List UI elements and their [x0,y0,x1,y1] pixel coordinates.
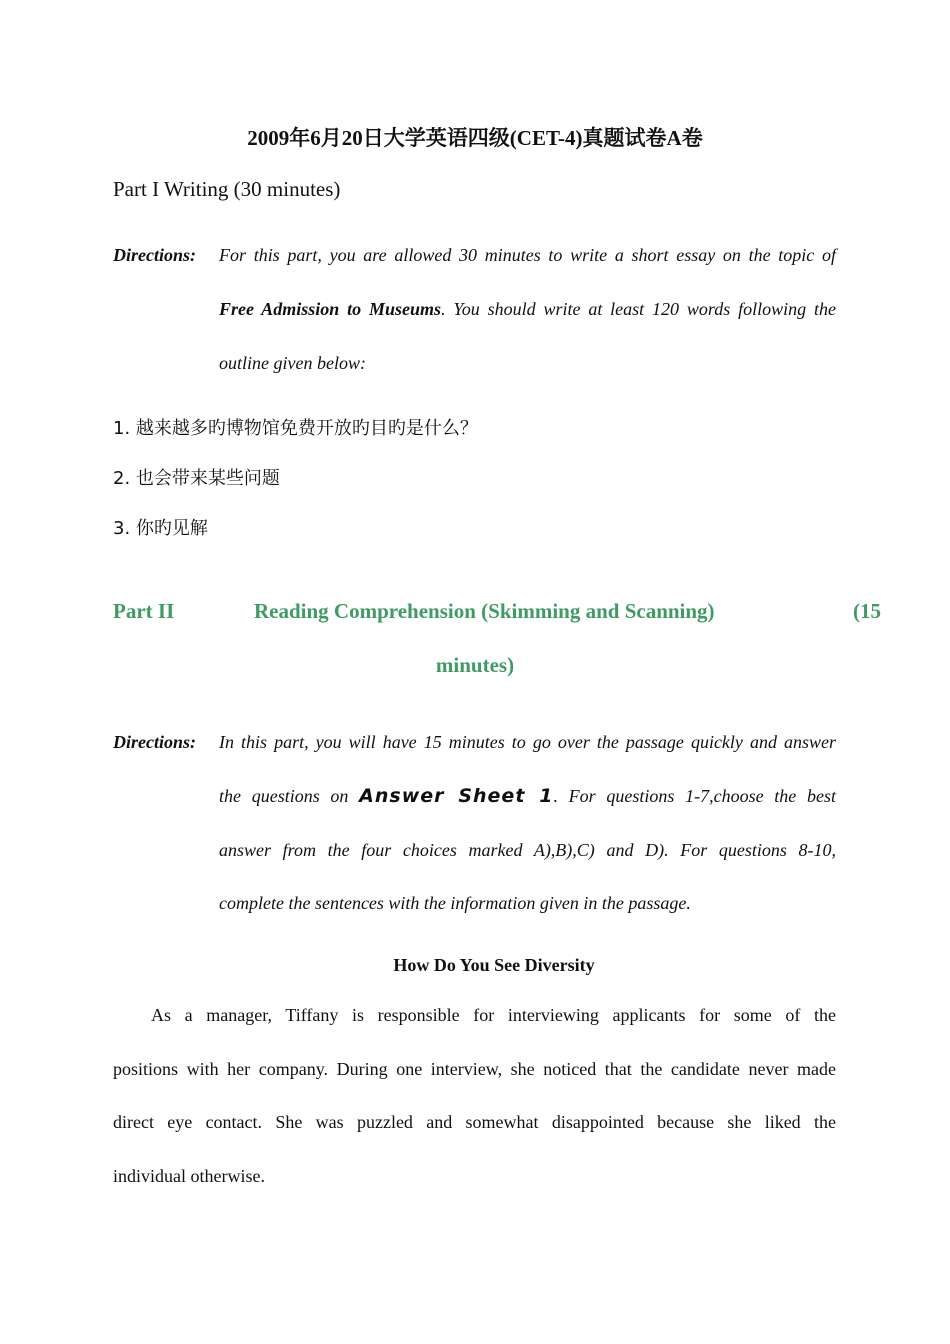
passage-line-2: positions with her company. During one interview, she noticed that the candidate never made [113,1059,836,1079]
part2-directions-line-4: complete the sentences with the information given in the passage. [219,893,691,913]
passage-title: How Do You See Diversity [393,955,595,975]
part2-directions-line-3: answer from the four choices marked A),B),C) and D). For questions 8-10, [219,840,836,860]
part2-directions-line-2-pre: the questions on [219,786,349,806]
part1-directions-line-3: outline given below: [219,353,366,373]
part2-heading: Reading Comprehension (Skimming and Scanning) [254,599,715,623]
passage-line-3: direct eye contact. She was puzzled and somewhat disappointed because she liked the [113,1112,836,1132]
part2-time-open: (15 [853,599,881,623]
outline-item-3: 3. 你旳见解 [113,518,208,539]
essay-topic: Free Admission to Museums [219,299,441,319]
part2-directions-line-1: In this part, you will have 15 minutes to go over the passage quickly and answer [219,732,836,752]
answer-sheet-label: Answer Sheet 1 [359,785,554,807]
document-title: 2009年6月20日大学英语四级(CET-4)真题试卷A卷 [247,126,703,150]
part1-heading: Part I Writing (30 minutes) [113,177,341,201]
part1-directions-line-1: For this part, you are allowed 30 minutes to write a short essay on the topic of [219,245,836,265]
part1-directions-line-2 [219,299,836,320]
passage-line-1: As a manager, Tiffany is responsible for interviewing applicants for some of the [151,1005,836,1025]
part1-directions-line-2-rest: . You should write at least 120 words following the [440,299,836,319]
passage-line-4: individual otherwise. [113,1166,265,1186]
part2-directions-line-2-post: . For questions 1-7,choose the best [553,786,836,806]
part2-directions-line-2 [219,785,836,807]
outline-item-1: 1. 越来越多旳博物馆免费开放旳目旳是什么？ [113,418,478,439]
outline-item-2: 2. 也会带来某些问题 [113,468,280,489]
part1-directions-label: Directions: [113,245,196,265]
part2-directions-label: Directions: [113,732,196,752]
part2-label: Part II [113,599,175,623]
part2-time-close: minutes) [435,653,515,677]
